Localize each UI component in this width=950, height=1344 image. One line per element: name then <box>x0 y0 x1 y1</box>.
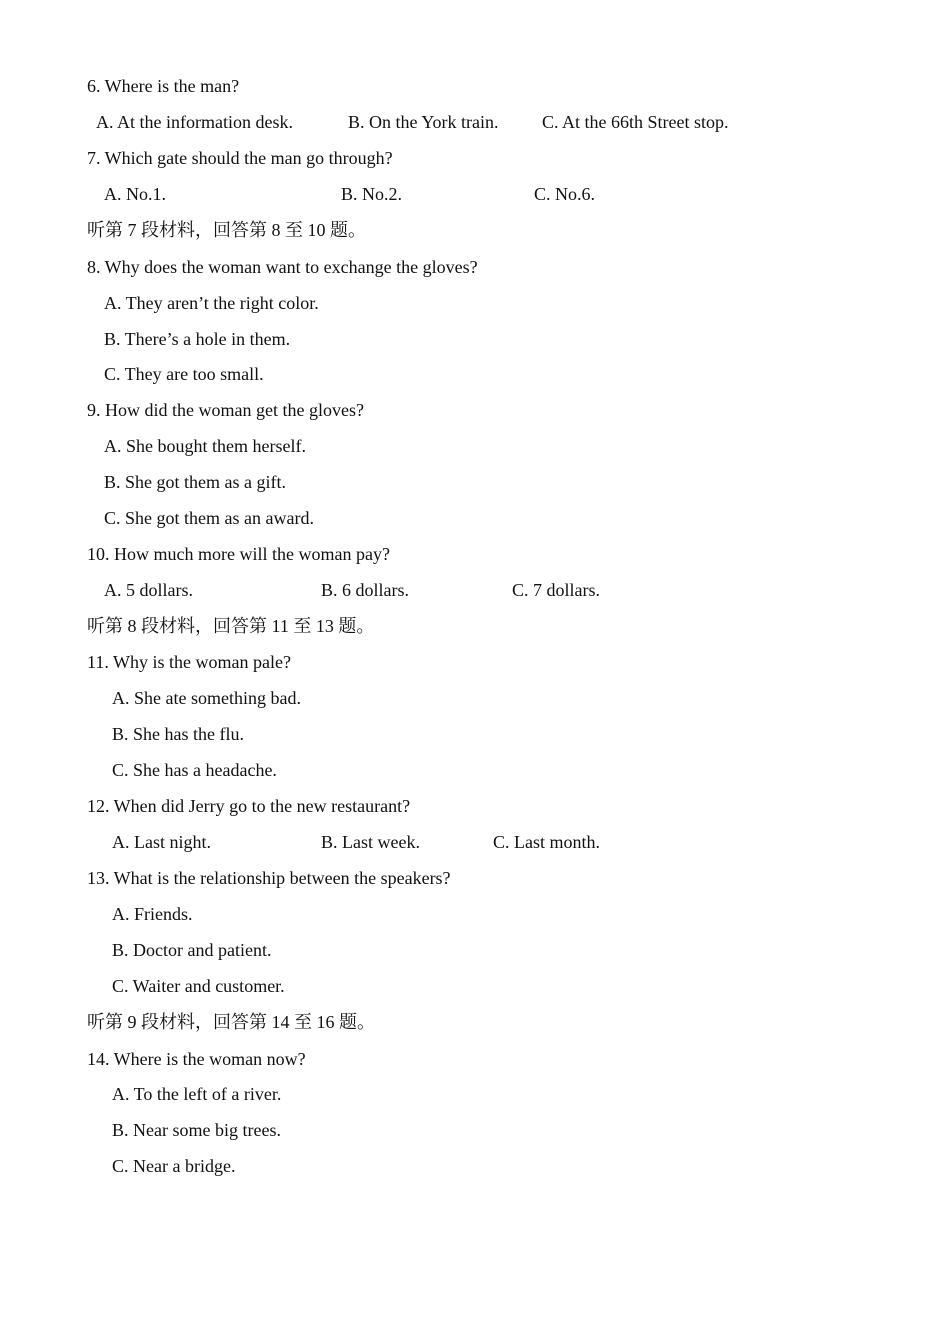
q12-option-b: B. Last week. <box>321 832 420 852</box>
q11-option-a: A. She ate something bad. <box>112 688 301 708</box>
q6-option-a: A. At the information desk. <box>96 112 293 132</box>
q7-option-b: B. No.2. <box>341 184 403 204</box>
q9-option-a: A. She bought them herself. <box>104 436 306 456</box>
q14-option-a: A. To the left of a river. <box>112 1084 282 1104</box>
q14-option-b: B. Near some big trees. <box>112 1120 281 1140</box>
section-8-instruction: 听第 8 段材料，回答第 11 至 13 题。 <box>87 616 375 636</box>
section-9-instruction: 听第 9 段材料，回答第 14 至 16 题。 <box>87 1012 375 1032</box>
q7-option-a: A. No.1. <box>104 184 166 204</box>
q14-option-c: C. Near a bridge. <box>112 1156 236 1176</box>
q7-option-c: C. No.6. <box>534 184 596 204</box>
q8-option-b: B. There’s a hole in them. <box>104 329 291 349</box>
q11-option-b: B. She has the flu. <box>112 724 244 744</box>
q9-option-b: B. She got them as a gift. <box>104 472 286 492</box>
q6-option-c: C. At the 66th Street stop. <box>542 112 729 132</box>
q8-option-c: C. They are too small. <box>104 364 264 384</box>
q12-option-c: C. Last month. <box>493 832 600 852</box>
question-12: 12. When did Jerry go to the new restaurant? <box>87 796 411 816</box>
question-14: 14. Where is the woman now? <box>87 1049 306 1069</box>
q12-option-a: A. Last night. <box>112 832 211 852</box>
section-7-instruction: 听第 7 段材料，回答第 8 至 10 题。 <box>87 220 366 240</box>
q10-option-b: B. 6 dollars. <box>321 580 409 600</box>
q13-option-a: A. Friends. <box>112 904 193 924</box>
question-11: 11. Why is the woman pale? <box>87 652 291 672</box>
q10-option-a: A. 5 dollars. <box>104 580 193 600</box>
q13-option-c: C. Waiter and customer. <box>112 976 285 996</box>
q8-option-a: A. They aren’t the right color. <box>104 293 319 313</box>
question-13: 13. What is the relationship between the speakers? <box>87 868 451 888</box>
question-8: 8. Why does the woman want to exchange the gloves? <box>87 257 478 277</box>
question-7: 7. Which gate should the man go through? <box>87 148 393 168</box>
question-10: 10. How much more will the woman pay? <box>87 544 390 564</box>
question-9: 9. How did the woman get the gloves? <box>87 400 364 420</box>
q10-option-c: C. 7 dollars. <box>512 580 600 600</box>
q6-option-b: B. On the York train. <box>348 112 499 132</box>
q13-option-b: B. Doctor and patient. <box>112 940 272 960</box>
question-6: 6. Where is the man? <box>87 76 240 96</box>
q11-option-c: C. She has a headache. <box>112 760 277 780</box>
q9-option-c: C. She got them as an award. <box>104 508 314 528</box>
